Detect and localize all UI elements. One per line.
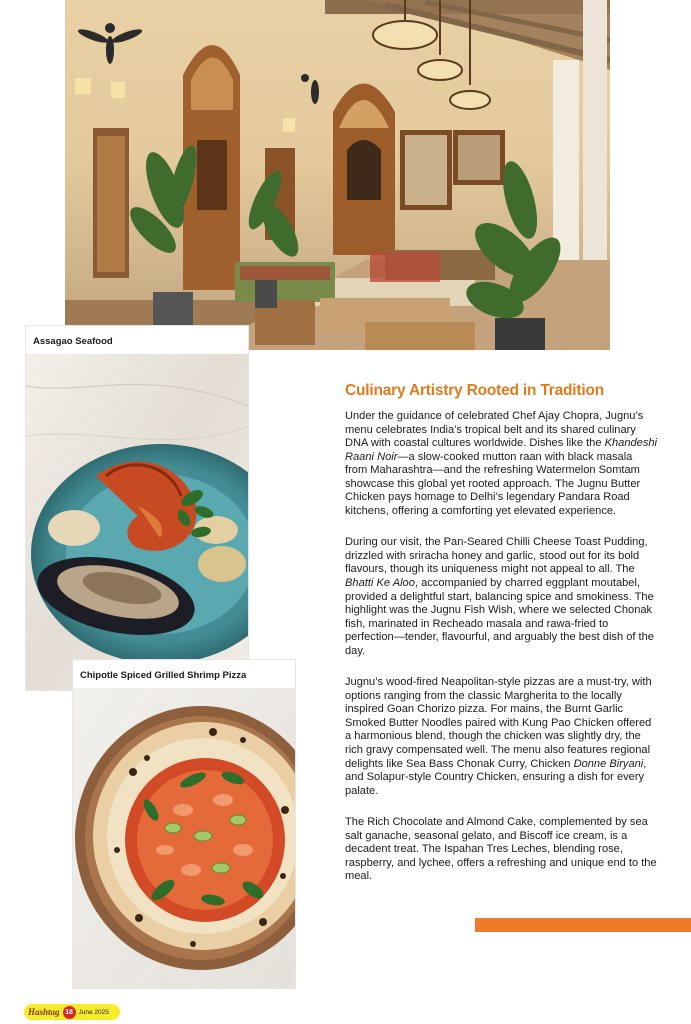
orange-accent-bar <box>475 918 691 932</box>
article <box>345 382 657 902</box>
magazine-logo: Hashtag <box>28 1007 60 1017</box>
restaurant-interior-photo <box>65 0 610 350</box>
article-heading: Culinary Artistry Rooted in Tradition <box>345 382 604 399</box>
paragraph-4: The Rich Chocolate and Almond Cake, complemented by sea salt ganache, seasonal gelato, and Biscoff ice cream, is a decadent treat. The Ispahan Tres Leches, blending rose, raspberry, and lychee, offers a refreshing and unique end to the meal. <box>345 816 657 883</box>
paragraph-2-dish-name: Bhatti Ke Aloo <box>345 577 415 590</box>
paragraph-3-text-c: , and Solapur-style Country Chicken, ensuring a dish for every palate. <box>345 757 647 797</box>
page-number-badge: 18 <box>63 1006 76 1019</box>
paragraph-1-text-c: —a slow-cooked mutton raan with black masala from Maharashtra—and the refreshing Watermelon Somtam showcase this global yet rooted approach. The Jugnu Butter Chicken pays homage to Delhi’s legendary Pandara Road kitchens, offering a comforting yet elevated experience. <box>345 450 641 517</box>
issue-date: June 2025 <box>78 1008 109 1016</box>
paragraph-2-text-a: During our visit, the Pan-Seared Chilli Cheese Toast Pudding, drizzled with sriracha honey and garlic, stood out for its bold flavours, though its uniqueness might not appeal to all. The <box>345 536 648 576</box>
paragraph-3 <box>345 676 657 798</box>
pizza-caption: Chipotle Spiced Grilled Shrimp Pizza <box>73 660 295 688</box>
paragraph-2 <box>345 536 657 658</box>
paragraph-3-text-a: Jugnu’s wood-fired Neapolitan-style pizzas are a must-try, with options ranging from the classic Margherita to the locally inspired Goan Chorizo pizza. For mains, the Burnt Garlic Smoked Butter Noodles paired with Kung Pao Chicken offered a harmonious blend, though the chicken was slightly dry, the rich gravy compensated well. The menu also features regional delights like Sea Bass Chonak Curry, Chicken <box>345 676 652 770</box>
paragraph-1-dish-name: Khandeshi Raani Noir <box>345 437 658 463</box>
paragraph-2-text-c: , accompanied by charred eggplant moutabel, provided a delightful start, balancing spice and smokiness. The highlight was the Jugnu Fish Wish, where we selected Chonak fish, marinated in Recheado masala and rawa-fried to perfection—tender, flavourful, and arguably the best dish of the day. <box>345 577 654 657</box>
seafood-photo <box>26 326 248 690</box>
pizza-photo <box>73 660 295 988</box>
paragraph-3-dish-name: Donne Biryani <box>573 757 644 770</box>
seafood-photo-card <box>26 326 248 690</box>
pizza-photo-card <box>73 660 295 988</box>
paragraph-1 <box>345 410 657 518</box>
paragraph-1-text-a: Under the guidance of celebrated Chef Ajay Chopra, Jugnu’s menu celebrates India’s tropical belt and its shared culinary DNA with coastal cultures worldwide. Dishes like the <box>345 410 644 450</box>
page-footer <box>24 1004 120 1020</box>
seafood-caption: Assagao Seafood <box>26 326 248 354</box>
